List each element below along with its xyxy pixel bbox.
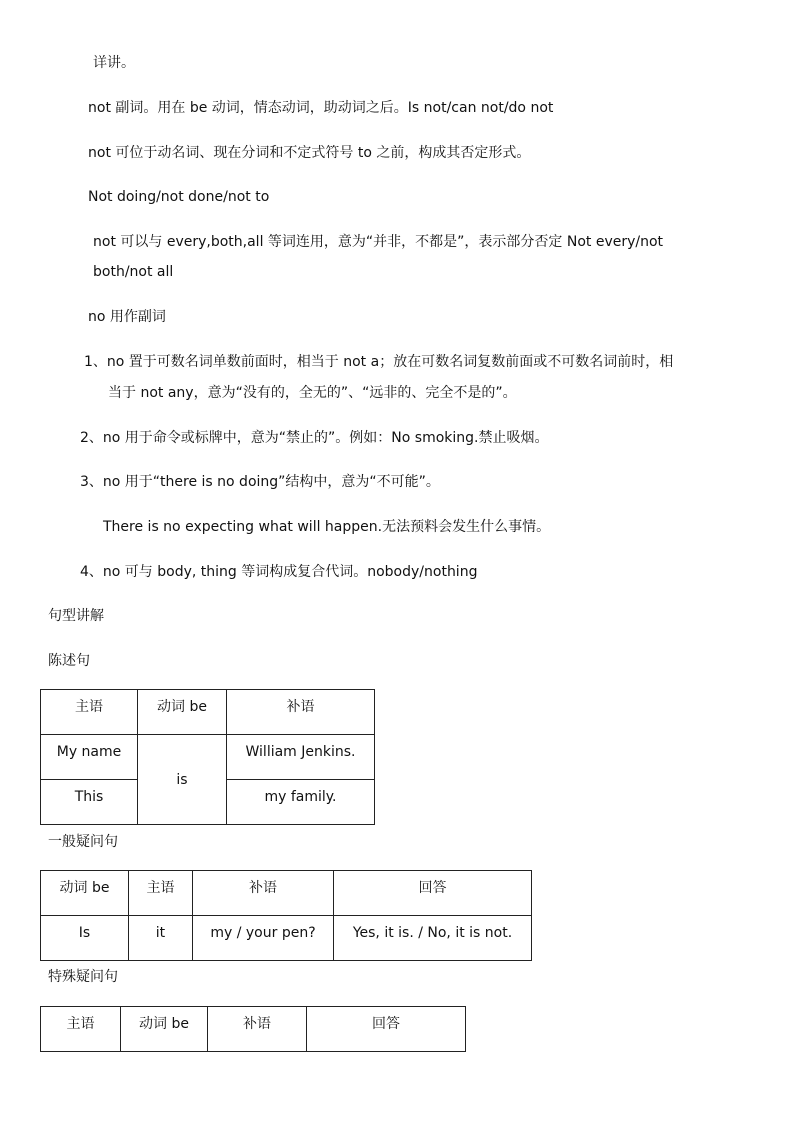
declarative-heading: 陈述句 [48, 653, 90, 669]
table-cell: Yes, it is. / No, it is not. [334, 916, 532, 961]
section-title: 句型讲解 [48, 608, 104, 624]
paragraph-partial-negation-line1: not 可以与 every,both,all 等词连用，意为“并非，不都是”，表示部分否定 Not every/not [93, 234, 664, 250]
table-header-cell: 主语 [129, 871, 193, 916]
list-item-2: 2、no 用于命令或标牌中，意为“禁止的”。例如：No smoking.禁止吸烟。 [80, 430, 549, 446]
paragraph-no-adverb: no 用作副词 [88, 309, 166, 325]
table-cell-complement: William Jenkins. [227, 735, 375, 780]
table-header-cell: 回答 [334, 871, 532, 916]
general-question-heading: 一般疑问句 [48, 834, 118, 850]
table-cell-subject: My name [41, 735, 138, 780]
list-item-1-line1: 1、no 置于可数名词单数前面时，相当于 not a；放在可数名词复数前面或不可数名词前时，相 [84, 354, 674, 370]
paragraph-not-forms: Not doing/not done/not to [88, 189, 270, 205]
list-item-4: 4、no 可与 body, thing 等词构成复合代词。nobody/nothing [80, 564, 478, 580]
table-cell-verb: is [138, 735, 227, 825]
special-question-table [40, 1006, 466, 1052]
list-item-3-example: There is no expecting what will happen.无法预料会发生什么事情。 [103, 519, 551, 535]
table-header-cell: 补语 [208, 1007, 307, 1052]
table-header-cell: 补语 [227, 690, 375, 735]
paragraph-partial-negation-line2: both/not all [93, 264, 174, 280]
table-header-cell: 主语 [41, 1007, 121, 1052]
table-header-cell: 动词 be [138, 690, 227, 735]
declarative-table [40, 689, 375, 825]
table-header-cell: 动词 be [121, 1007, 208, 1052]
table-cell-complement: my family. [227, 780, 375, 825]
table-header-cell: 动词 be [41, 871, 129, 916]
table-header-cell: 回答 [307, 1007, 466, 1052]
general-question-table [40, 870, 532, 961]
table-cell-subject: This [41, 780, 138, 825]
paragraph-not-position: not 可位于动名词、现在分词和不定式符号 to 之前，构成其否定形式。 [88, 145, 531, 161]
list-item-3: 3、no 用于“there is no doing”结构中，意为“不可能”。 [80, 474, 440, 490]
table-cell: Is [41, 916, 129, 961]
list-item-1-line2: 当于 not any，意为“没有的，全无的”、“远非的、完全不是的”。 [108, 385, 517, 401]
special-question-heading: 特殊疑问句 [48, 969, 118, 985]
table-header-cell: 主语 [41, 690, 138, 735]
paragraph-detail: 详讲。 [93, 55, 135, 71]
table-header-cell: 补语 [193, 871, 334, 916]
table-cell: my / your pen? [193, 916, 334, 961]
table-cell: it [129, 916, 193, 961]
paragraph-not-adverb: not 副词。用在 be 动词，情态动词，助动词之后。Is not/can not/do not [88, 100, 554, 116]
